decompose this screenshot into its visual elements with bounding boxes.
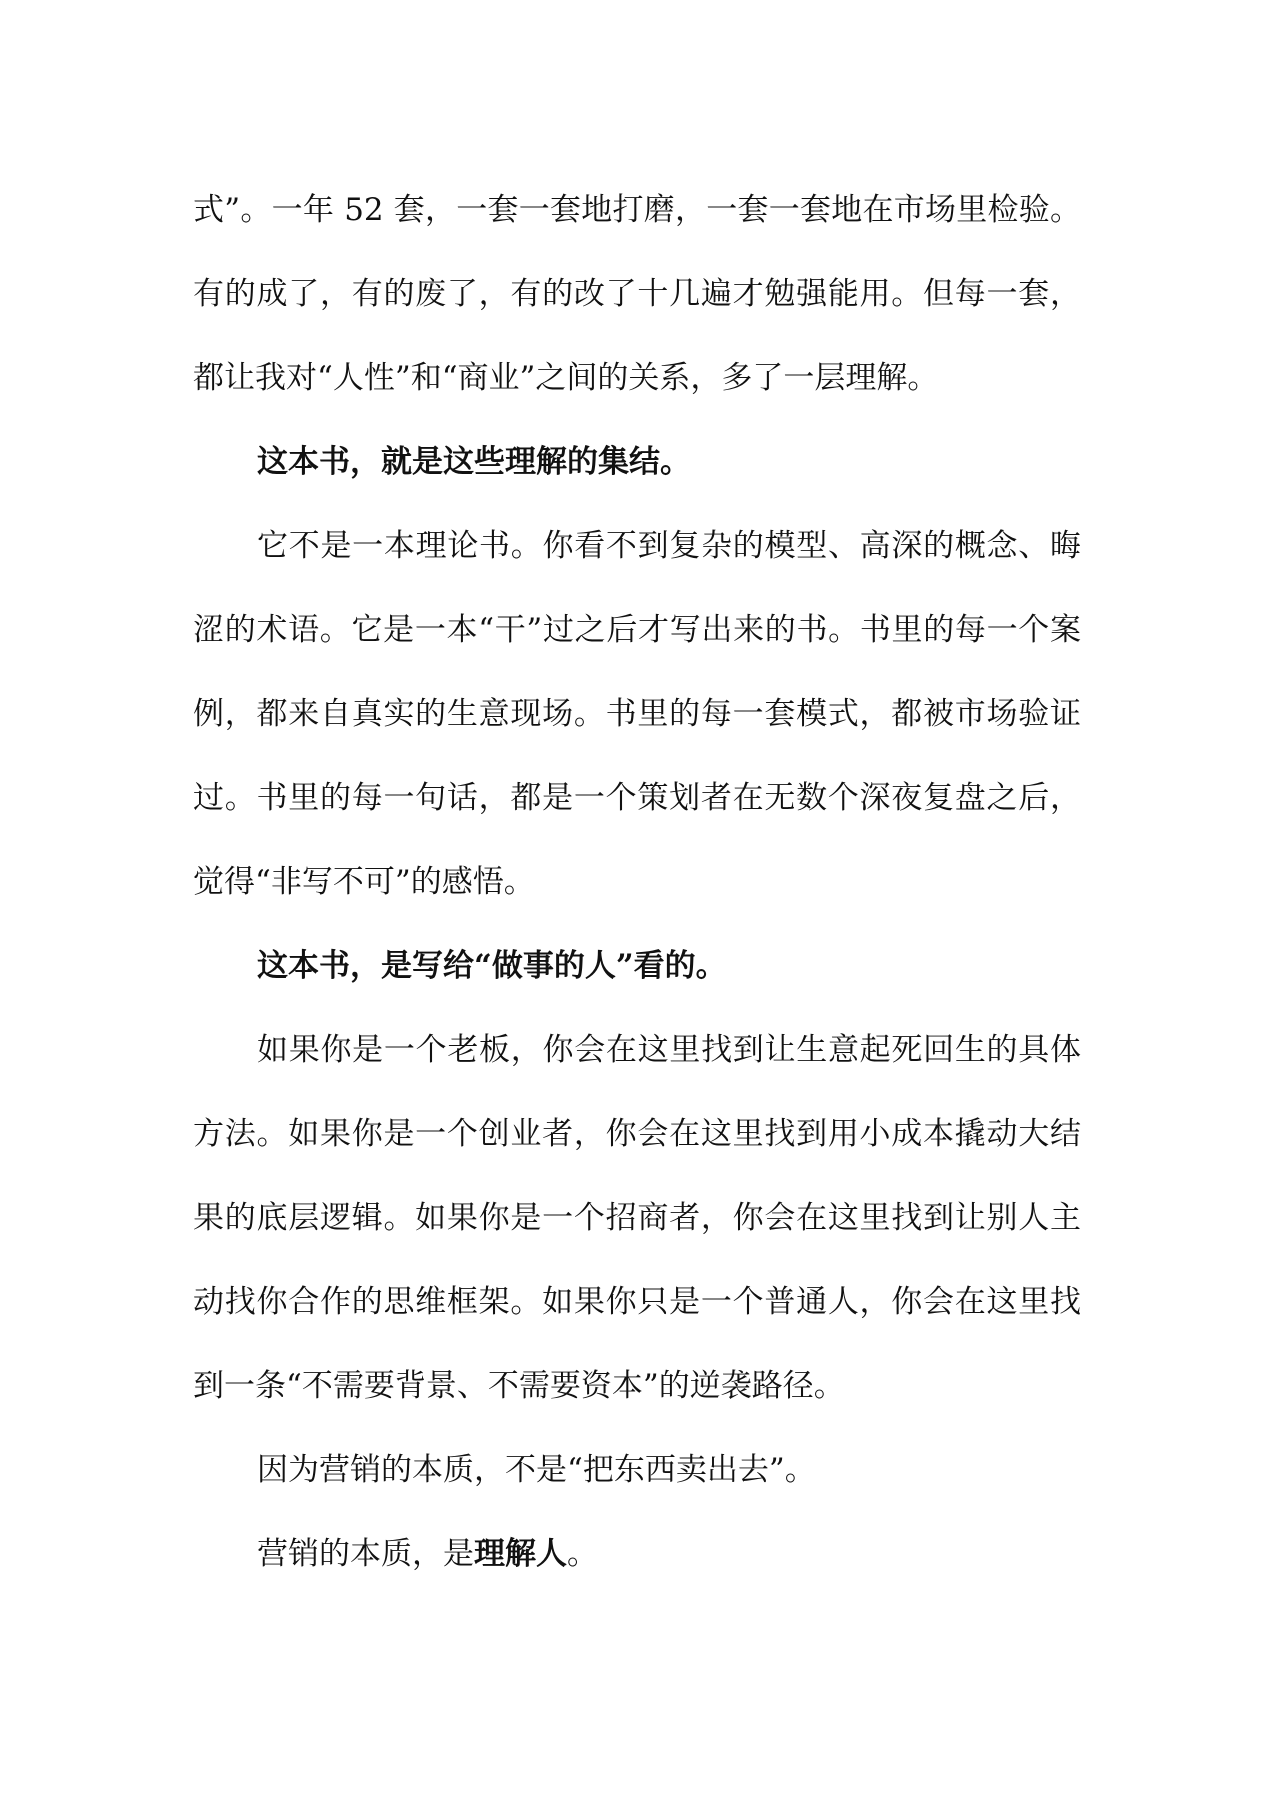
- paragraph-bold-heading-2: 这本书，是写给“做事的人”看的。: [257, 948, 727, 984]
- paragraph-body-1: 它不是一本理论书。你看不到复杂的模型、高深的概念、晦涩的术语。它是一本“干”过之后才写出来的书。书里的每一个案例，都来自真实的生意现场。书里的每一套模式，都被市场验证过。书里的每一句话，都是一个策划者在无数个深夜复盘之后，觉得“非写不可”的感悟。: [193, 528, 1081, 900]
- final-suffix: 。: [567, 1536, 598, 1572]
- body-text: [193, 168, 1081, 1596]
- paragraph-bold-heading-1: 这本书，就是这些理解的集结。: [257, 444, 691, 480]
- paragraph-body-3: 因为营销的本质，不是“把东西卖出去”。: [257, 1452, 816, 1488]
- final-prefix: 营销的本质，是: [257, 1536, 474, 1572]
- final-emphasis: 理解人: [474, 1536, 567, 1572]
- paragraph-body-2: 如果你是一个老板，你会在这里找到让生意起死回生的具体方法。如果你是一个创业者，你会在这里找到用小成本撬动大结果的底层逻辑。如果你是一个招商者，你会在这里找到让别人主动找你合作的思维框架。如果你只是一个普通人，你会在这里找到一条“不需要背景、不需要资本”的逆袭路径。: [193, 1032, 1081, 1404]
- paragraph-continuation: 式”。一年 52 套，一套一套地打磨，一套一套地在市场里检验。有的成了，有的废了，有的改了十几遍才勉强能用。但每一套，都让我对“人性”和“商业”之间的关系，多了一层理解。: [193, 192, 1081, 396]
- paragraph-final: [193, 1512, 1081, 1596]
